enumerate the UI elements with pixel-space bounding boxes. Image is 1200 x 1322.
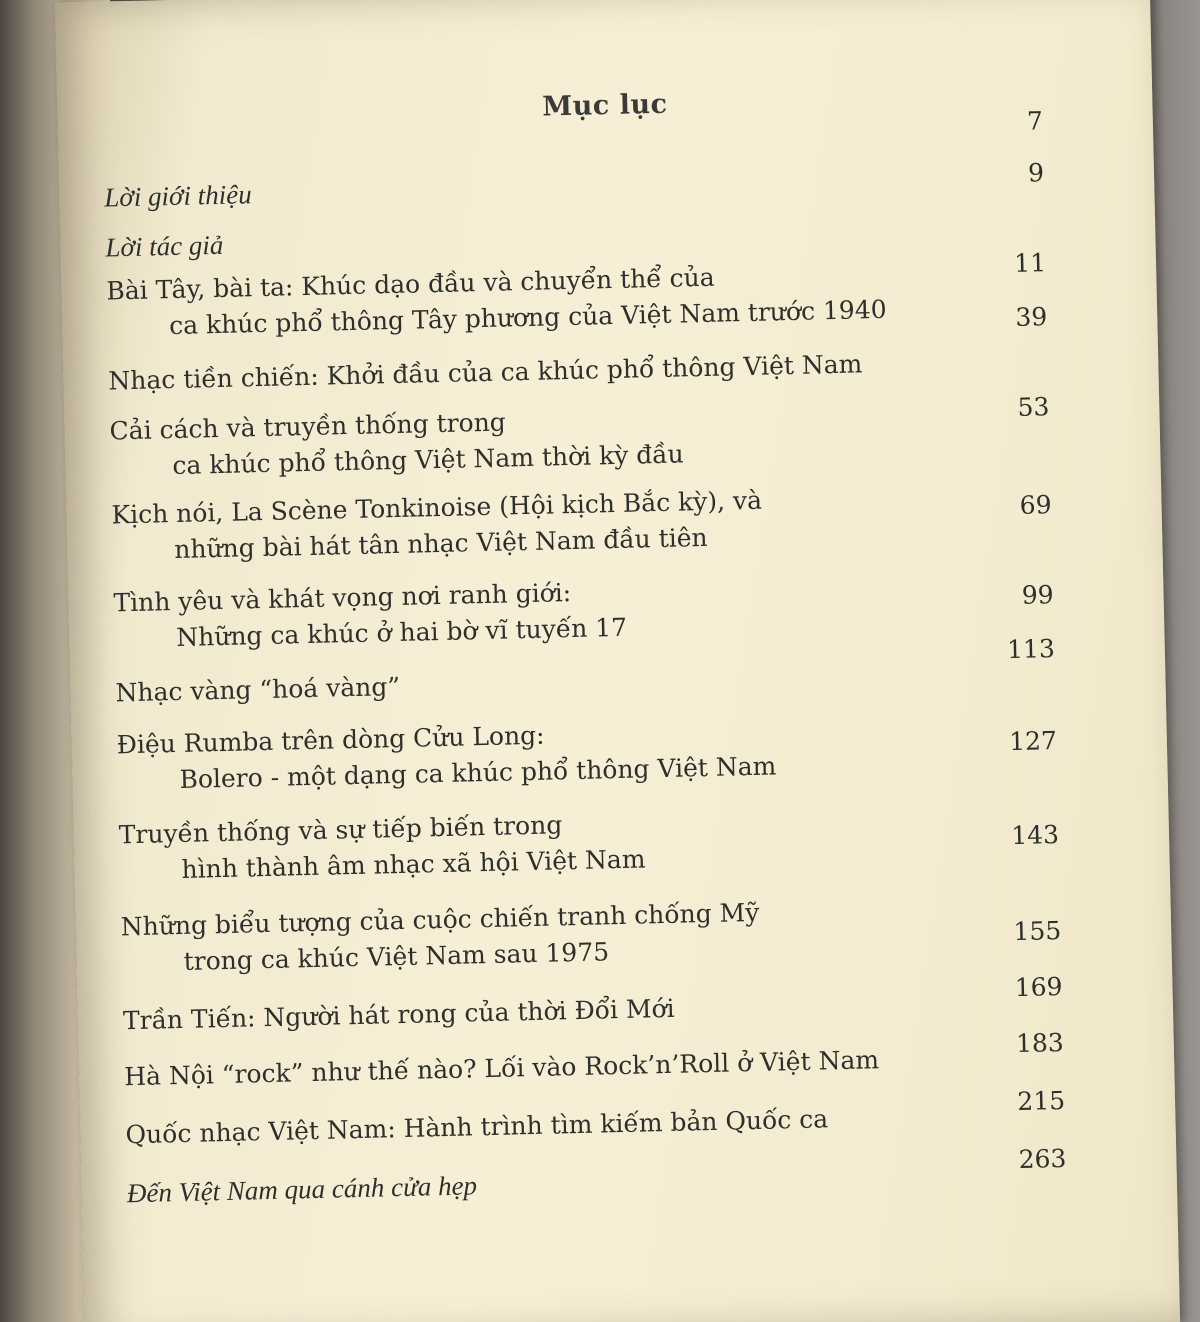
- toc-page-number: 99: [1021, 580, 1054, 610]
- toc-entry: [127, 1167, 478, 1211]
- toc-entry: [125, 1101, 828, 1153]
- toc-entry: [124, 1042, 880, 1095]
- toc-entry-title: Những biểu tượng của cuộc chiến tranh chống Mỹ: [120, 897, 760, 942]
- toc-entry-title: Lời giới thiệu: [103, 179, 252, 213]
- toc-page-number: 169: [1014, 971, 1063, 1003]
- toc-entry-title: Cải cách và truyền thống trong: [109, 407, 507, 446]
- toc-entry-subtitle: trong ca khúc Việt Nam sau 1975: [183, 937, 610, 976]
- toc-entry-title: Đến Việt Nam qua cánh cửa hẹp: [126, 1170, 478, 1209]
- toc-entry-title: Truyền thống và sự tiếp biến trong: [118, 810, 563, 850]
- toc-entry: [106, 256, 887, 346]
- toc-title: Mục lục: [541, 88, 668, 123]
- toc-page-number: 113: [1006, 634, 1056, 665]
- toc-entry-subtitle: ca khúc phổ thông Tây phương của Việt Nam trước 1940: [168, 294, 887, 341]
- toc-entry-title: Nhạc tiền chiến: Khởi đầu của ca khúc phổ thông Việt Nam: [108, 349, 863, 396]
- toc-entry-title: Lời tác giả: [105, 229, 224, 263]
- toc-entry-title: Nhạc vàng “hoá vàng”: [115, 671, 401, 708]
- toc-page-number: 155: [1013, 916, 1062, 947]
- toc-entry-title: Kịch nói, La Scène Tonkinoise (Hội kịch Bắc kỳ), và: [111, 485, 763, 530]
- toc-entry-title: Quốc nhạc Việt Nam: Hành trình tìm kiếm bản Quốc ca: [125, 1104, 829, 1150]
- toc-entry-title: Điệu Rumba trên dòng Cửu Long:: [116, 720, 545, 760]
- toc-page-number: 69: [1019, 490, 1052, 520]
- book-page: [55, 0, 1180, 1322]
- toc-page-number: 53: [1017, 392, 1050, 422]
- toc-page-number: 127: [1008, 726, 1058, 757]
- toc-entry: [108, 346, 863, 399]
- toc-page-number: 9: [1027, 158, 1045, 188]
- toc-entry: [113, 574, 627, 658]
- toc-page-number: 39: [1015, 302, 1048, 332]
- toc-page-number: 215: [1017, 1085, 1066, 1117]
- toc-entry: [123, 991, 675, 1040]
- toc-entry: [104, 176, 252, 215]
- toc-entry: [120, 895, 760, 981]
- toc-entry-subtitle: những bài hát tân nhạc Việt Nam đầu tiên: [173, 522, 708, 565]
- toc-entry-title: Hà Nội “rock” như thế nào? Lối vào Rock’n’Roll ở Việt Nam: [123, 1045, 880, 1092]
- toc-entry-subtitle: Những ca khúc ở hai bờ vĩ tuyến 17: [175, 612, 628, 652]
- toc-page-number: 183: [1015, 1027, 1065, 1059]
- toc-entry-subtitle: Bolero - một dạng ca khúc phổ thông Việt Nam: [179, 751, 777, 794]
- toc-entry-subtitle: ca khúc phổ thông Việt Nam thời kỳ đầu: [172, 439, 684, 481]
- toc-entry: [109, 400, 684, 485]
- toc-entry: [118, 805, 645, 889]
- toc-page-number: 263: [1018, 1143, 1067, 1175]
- toc-entry-subtitle: hình thành âm nhạc xã hội Việt Nam: [181, 844, 646, 884]
- toc-entry: [115, 669, 400, 711]
- toc-page-number: 11: [1013, 248, 1047, 278]
- toc-entry: [105, 227, 224, 266]
- toc-entry-title: Tình yêu và khát vọng nơi ranh giới:: [113, 578, 572, 618]
- toc-entry-title: Trần Tiến: Người hát rong của thời Đổi Mới: [122, 993, 675, 1036]
- toc-page-number: 7: [1026, 106, 1044, 136]
- toc-entry: [116, 712, 776, 799]
- toc-page-number: 143: [1010, 820, 1060, 851]
- toc-entry-title: Bài Tây, bài ta: Khúc dạo đầu và chuyển thể của: [106, 262, 715, 306]
- toc-entry: [111, 483, 763, 570]
